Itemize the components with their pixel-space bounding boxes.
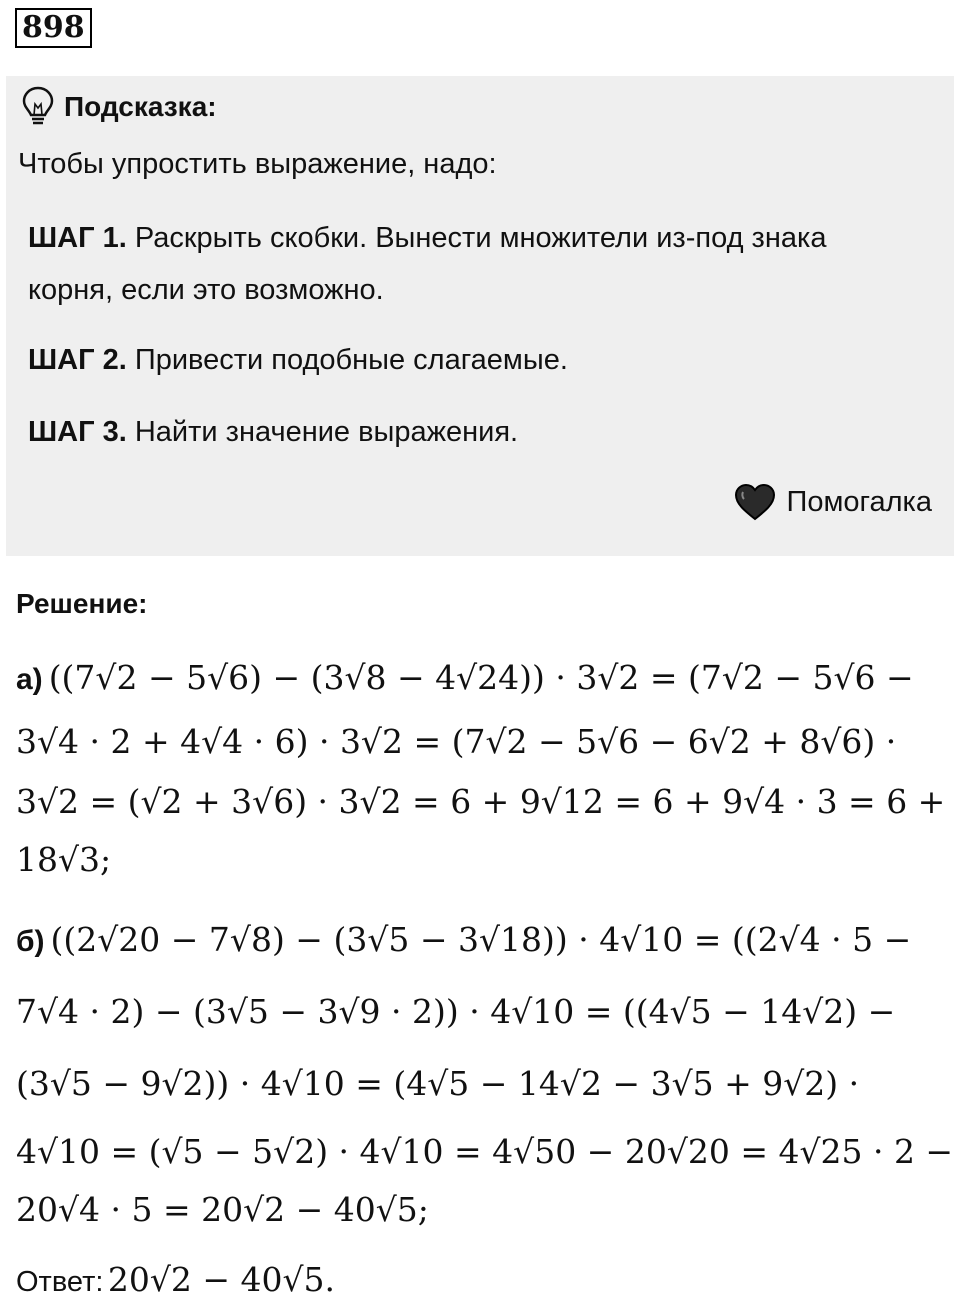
part-a-label: а) — [16, 663, 43, 696]
solution-label: Решение: — [16, 588, 148, 619]
step-2 — [28, 334, 908, 386]
heart-icon — [733, 482, 777, 522]
part-b-label: б) — [16, 925, 45, 958]
part-b-line-3: (3√5 − 9√2)) · 4√10 = (4√5 − 14√2 − 3√5 + 9√2) · — [16, 1064, 860, 1103]
part-a-line-3: 3√2 = (√2 + 3√6) · 3√2 = 6 + 9√12 = 6 + 9√4 · 3 = 6 + — [16, 782, 946, 821]
answer — [16, 1258, 335, 1309]
hint-intro: Чтобы упростить выражение, надо: — [18, 148, 497, 180]
part-b-line-5: 20√4 · 5 = 20√2 − 40√5; — [16, 1190, 429, 1229]
answer-label: Ответ: — [16, 1266, 104, 1298]
hint-box — [6, 76, 954, 556]
step-3-label: ШАГ 3. — [28, 416, 127, 448]
step-2-text: Привести подобные слагаемые. — [134, 344, 568, 376]
step-1-label: ШАГ 1. — [28, 222, 127, 254]
part-a-line-4: 18√3; — [16, 840, 112, 879]
math-text: ((2√20 − 7√8) − (3√5 − 3√18)) · 4√10 = ((2√4 · 5 − — [50, 920, 912, 959]
lightbulb-icon — [22, 86, 54, 128]
brand-name: Помогалка — [786, 485, 932, 518]
brand — [733, 482, 932, 522]
math-text: ((7√2 − 5√6) − (3√8 − 4√24)) · 3√2 = (7√2 − 5√6 − — [48, 658, 914, 697]
step-3-text: Найти значение выражения. — [134, 416, 519, 448]
part-a-line-1 — [16, 656, 946, 702]
step-2-label: ШАГ 2. — [28, 344, 127, 376]
part-a-line-2: 3√4 · 2 + 4√4 · 6) · 3√2 = (7√2 − 5√6 − 6√2 + 8√6) · — [16, 722, 897, 761]
part-b-line-4: 4√10 = (√5 − 5√2) · 4√10 = 4√50 − 20√20 = 4√25 · 2 − — [16, 1132, 954, 1171]
problem-number: 898 — [15, 8, 92, 48]
hint-title: Подсказка: — [64, 91, 217, 122]
step-1-text: Раскрыть скобки. Вынести множители из-под знака корня, если это возможно. — [28, 222, 827, 306]
hint-header — [22, 86, 217, 128]
part-b-line-1 — [16, 918, 946, 964]
step-1 — [28, 212, 908, 316]
part-b-line-2: 7√4 · 2) − (3√5 − 3√9 · 2)) · 4√10 = ((4√5 − 14√2) − — [16, 992, 896, 1031]
answer-value: 20√2 − 40√5. — [107, 1260, 336, 1299]
step-3 — [28, 406, 908, 458]
